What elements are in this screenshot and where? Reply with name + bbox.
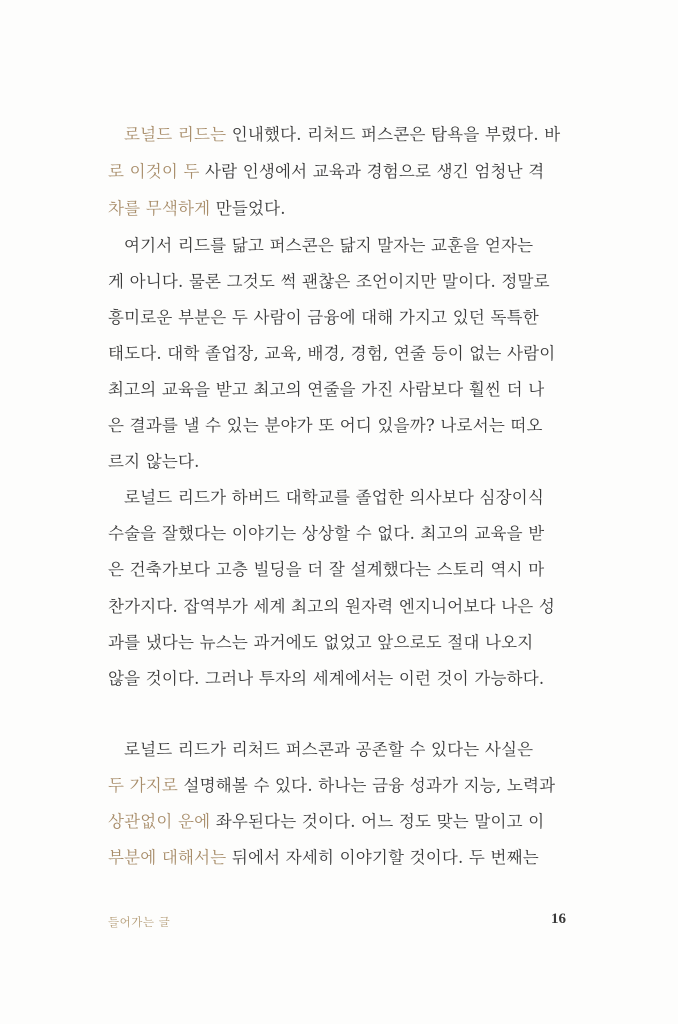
text-line bbox=[108, 807, 544, 837]
text-line bbox=[108, 194, 286, 224]
line-text: 뒤에서 자세히 이야기할 것이다. 두 번째는 bbox=[226, 848, 539, 867]
highlighted-text: 차를 무색하게 bbox=[108, 199, 211, 218]
text-line bbox=[108, 664, 544, 694]
line-text: 수술을 잘했다는 이야기는 상상할 수 없다. 최고의 교육을 받 bbox=[108, 524, 545, 543]
text-line bbox=[108, 519, 544, 549]
line-text: 로널드 리드가 리처드 퍼스콘과 공존할 수 있다는 사실은 bbox=[124, 740, 534, 759]
line-text: 태도다. 대학 졸업장, 교육, 배경, 경험, 연줄 등이 없는 사람이 bbox=[108, 344, 556, 363]
highlighted-text: 두 가지로 bbox=[108, 776, 179, 795]
text-line bbox=[108, 157, 544, 187]
text-line bbox=[108, 771, 555, 801]
line-text: 로널드 리드가 하버드 대학교를 졸업한 의사보다 심장이식 bbox=[124, 488, 545, 507]
line-text: 여기서 리드를 닮고 퍼스콘은 닮지 말자는 교훈을 얻자는 bbox=[124, 236, 534, 255]
line-text: 흥미로운 부분은 두 사람이 금융에 대해 가지고 있던 독특한 bbox=[108, 308, 539, 327]
text-line bbox=[108, 411, 543, 441]
text-line bbox=[108, 303, 539, 333]
line-text: 최고의 교육을 받고 최고의 연줄을 가진 사람보다 훨씬 더 나 bbox=[108, 380, 545, 399]
line-text: 인내했다. 리처드 퍼스콘은 탐욕을 부렸다. 바 bbox=[226, 125, 561, 144]
highlighted-text: 로널드 리드는 bbox=[124, 125, 227, 144]
text-line bbox=[124, 735, 533, 765]
line-text: 찬가지다. 잡역부가 세계 최고의 원자력 엔지니어보다 나은 성 bbox=[108, 597, 556, 616]
line-text: 르지 않는다. bbox=[108, 452, 200, 471]
text-line bbox=[108, 555, 544, 585]
highlighted-text: 부분에 대해서는 bbox=[108, 848, 227, 867]
line-text: 않을 것이다. 그러나 투자의 세계에서는 이런 것이 가능하다. bbox=[108, 669, 545, 688]
text-line bbox=[124, 483, 544, 513]
text-line bbox=[124, 120, 560, 150]
text-line bbox=[108, 375, 544, 405]
text-line bbox=[108, 267, 550, 297]
text-line bbox=[108, 447, 200, 477]
text-line bbox=[108, 628, 533, 658]
line-text: 과를 냈다는 뉴스는 과거에도 없었고 앞으로도 절대 나오지 bbox=[108, 633, 534, 652]
highlighted-text: 상관없이 운에 bbox=[108, 812, 211, 831]
text-line bbox=[124, 231, 533, 261]
line-text: 만들었다. bbox=[210, 199, 286, 218]
line-text: 좌우된다는 것이다. 어느 정도 맞는 말이고 이 bbox=[210, 812, 545, 831]
text-line bbox=[108, 592, 555, 622]
text-line bbox=[108, 339, 555, 369]
line-text: 설명해볼 수 있다. 하나는 금융 성과가 지능, 노력과 bbox=[178, 776, 556, 795]
running-footer-title: 들어가는 글 bbox=[108, 915, 171, 929]
line-text: 은 결과를 낼 수 있는 분야가 또 어디 있을까? 나로서는 떠오 bbox=[108, 416, 543, 435]
page-number: 16 bbox=[551, 911, 566, 927]
highlighted-text: 로 이것이 두 bbox=[108, 162, 200, 181]
text-line bbox=[108, 843, 539, 873]
line-text: 은 건축가보다 고층 빌딩을 더 잘 설계했다는 스토리 역시 마 bbox=[108, 560, 545, 579]
line-text: 게 아니다. 물론 그것도 썩 괜찮은 조언이지만 말이다. 정말로 bbox=[108, 272, 550, 291]
line-text: 사람 인생에서 교육과 경험으로 생긴 엄청난 격 bbox=[199, 162, 545, 181]
